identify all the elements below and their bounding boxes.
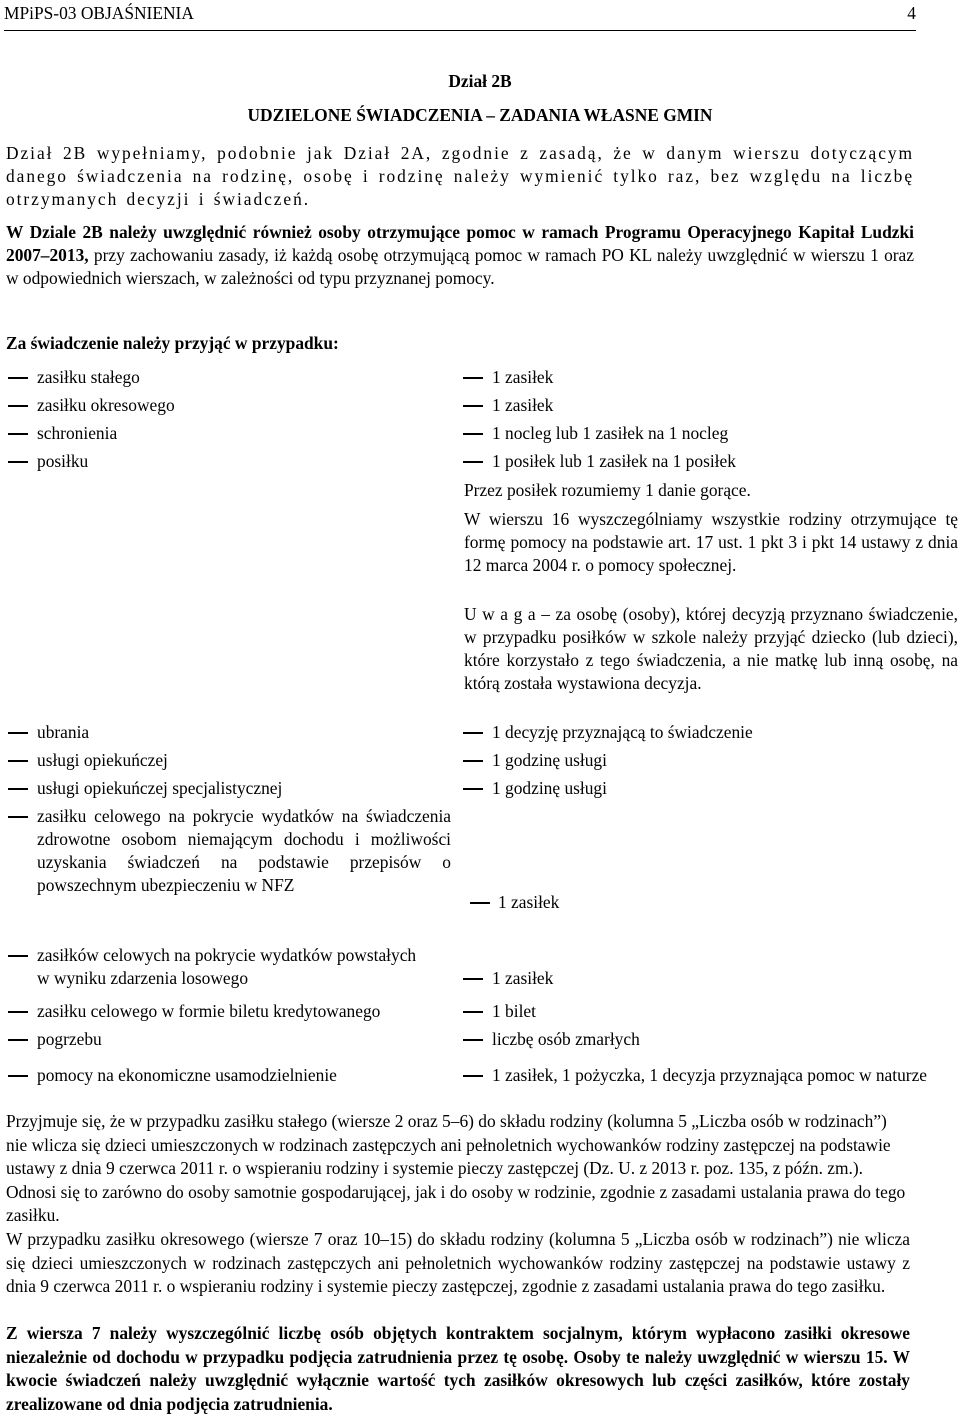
closing-paragraph-1: Przyjmuje się, że w przypadku zasiłku stałego (wiersze 2 oraz 5–6) do składu rodziny (kolumna 5 „Liczba osób w rodzinach”) nie wlicza się dzieci umieszczonych w rodzinach zastępczych ani pełnoletnich wychowanków rodziny zastępczej na podstawie ustawy z dnia 9 czerwca 2011 r. o wspieraniu rodziny i systemie pieczy zastępczej (Dz. U. z 2013 r. poz. 135, z późn. zm.). Odnosi się to zarówno do osoby samotnie gospodarującej, jak i do osoby w rodzinie, zgodnie z zasadami ustalania prawa do tego zasiłku. <box>6 1111 906 1225</box>
uwaga-label: U w a g a <box>464 604 536 624</box>
item-value: 1 posiłek lub 1 zasiłek na 1 posiłek <box>492 451 736 471</box>
dash-icon <box>8 732 28 734</box>
item-value: liczbę osób zmarłych <box>492 1029 640 1049</box>
dash-icon <box>8 816 28 818</box>
item-name: pomocy na ekonomiczne usamodzielnienie <box>37 1065 337 1085</box>
closing-paragraph-3 <box>6 1322 910 1416</box>
dash-icon <box>8 1011 28 1013</box>
intro-paragraph: Dział 2B wypełniamy, podobnie jak Dział 2A, zgodnie z zasadą, że w danym wierszu dotyczącym danego świadczenia na rodzinę, osobę i rodzinę należy wymienić tylko raz, bez względu na liczbę otrzymanych decyzji i świadczeń. <box>6 143 914 209</box>
item-value: 1 zasiłek <box>498 892 560 912</box>
item-name: zasiłku okresowego <box>37 395 175 415</box>
closing-paragraph-2: W przypadku zasiłku okresowego (wiersze 7 oraz 10–15) do składu rodziny (kolumna 5 „Liczba osób w rodzinach”) nie wlicza się dzieci umieszczonych w rodzinach zastępczych ani pełnoletnich wychowanków rodziny zastępczej na podstawie ustawy z dnia 9 czerwca 2011 r. o wspieraniu rodziny i systemie pieczy zastępczej, zgodnie z zasadami ustalania prawa do tego zasiłku. <box>6 1229 910 1296</box>
item-value: 1 zasiłek <box>492 367 554 387</box>
dash-icon <box>463 433 483 435</box>
page-number: 4 <box>907 3 916 23</box>
item-name: zasiłków celowych na pokrycie wydatków powstałych w wyniku zdarzenia losowego <box>37 945 417 988</box>
dash-icon <box>463 1011 483 1013</box>
item-value: 1 zasiłek, 1 pożyczka, 1 decyzja przyznająca pomoc w naturze <box>492 1065 928 1085</box>
dash-icon <box>463 978 483 980</box>
section-subtitle: UDZIELONE ŚWIADCZENIA – ZADANIA WŁASNE GMIN <box>247 105 713 125</box>
program-text: przy zachowaniu zasady, iż każdą osobę otrzymującą pomoc w ramach PO KL należy uwzględnić w wierszu 1 oraz w odpowiednich wierszach, w zależności od typu przyznanej pomocy. <box>6 245 914 288</box>
dash-icon <box>463 405 483 407</box>
list-heading: Za świadczenie należy przyjąć w przypadku: <box>6 333 339 353</box>
dash-icon <box>8 1075 28 1077</box>
item-value: 1 zasiłek <box>492 395 554 415</box>
item-name: posiłku <box>37 451 89 471</box>
closing-bold-text: Z wiersza 7 należy wyszczególnić liczbę osób objętych kontraktem socjalnym, którym wypłacono zasiłki okresowe niezależnie od dochodu w przypadku podjęcia zatrudnienia przez tę osobę. Osoby te należy uwzględnić w wierszu 15. W kwocie świadczeń należy uwzględnić wyłącznie wartość tych zasiłków okresowych lub części zasiłków, które zostały zrealizowane od dnia podjęcia zatrudnienia. <box>6 1323 910 1414</box>
item-name: usługi opiekuńczej specjalistycznej <box>37 778 283 798</box>
dash-icon <box>8 377 28 379</box>
document-id: MPiPS-03 OBJAŚNIENIA <box>4 3 194 23</box>
item-name: schronienia <box>37 423 118 443</box>
item-name: zasiłku stałego <box>37 367 140 387</box>
item-value: 1 bilet <box>492 1001 536 1021</box>
uwaga-note <box>464 603 958 695</box>
item-value: 1 godzinę usługi <box>492 778 607 798</box>
dash-icon <box>463 461 483 463</box>
program-bold: W Dziale 2B należy uwzględnić również osoby otrzymujące pomoc w ramach Programu Operacyjnego Kapitał Ludzki 2007–2013, <box>6 222 914 265</box>
dash-icon <box>8 760 28 762</box>
item-name: zasiłku celowego w formie biletu kredytowanego <box>37 1001 381 1021</box>
uwaga-text: – za osobę (osoby), której decyzją przyznano świadczenie, w przypadku posiłków w szkole należy przyjąć dziecko (lub dzieci), które korzystało z tego świadczenia, a nie matkę lub inną osobę, na którą została wystawiona decyzja. <box>464 604 958 693</box>
dash-icon <box>470 902 490 904</box>
item-value: 1 decyzję przyznającą to świadczenie <box>492 722 753 742</box>
row16-note: W wierszu 16 wyszczególniamy wszystkie rodziny otrzymujące tę formę pomocy na podstawie art. 17 ust. 1 pkt 3 i pkt 14 ustawy z dnia 12 marca 2004 r. o pomocy społecznej. <box>464 509 958 575</box>
item-value: 1 zasiłek <box>492 968 554 988</box>
dash-icon <box>463 1075 483 1077</box>
program-paragraph <box>6 221 914 290</box>
dash-icon <box>463 760 483 762</box>
section-title: Dział 2B <box>448 71 512 91</box>
item-name: pogrzebu <box>37 1029 102 1049</box>
dash-icon <box>8 461 28 463</box>
item-name: ubrania <box>37 722 90 742</box>
page-header <box>4 0 916 31</box>
dash-icon <box>8 405 28 407</box>
dash-icon <box>8 788 28 790</box>
item-name: usługi opiekuńczej <box>37 750 168 770</box>
item-value: 1 godzinę usługi <box>492 750 607 770</box>
dash-icon <box>463 377 483 379</box>
dash-icon <box>8 433 28 435</box>
dash-icon <box>8 1039 28 1041</box>
posilek-definition: Przez posiłek rozumiemy 1 danie gorące. <box>464 480 751 500</box>
item-value: 1 nocleg lub 1 zasiłek na 1 nocleg <box>492 423 729 443</box>
dash-icon <box>8 955 28 957</box>
dash-icon <box>463 732 483 734</box>
item-name: zasiłku celowego na pokrycie wydatków na świadczenia zdrowotne osobom niemającym dochodu i możliwości uzyskania świadczeń na podstawie przepisów o powszechnym ubezpieczeniu w NFZ <box>37 806 451 895</box>
dash-icon <box>463 788 483 790</box>
dash-icon <box>463 1039 483 1041</box>
